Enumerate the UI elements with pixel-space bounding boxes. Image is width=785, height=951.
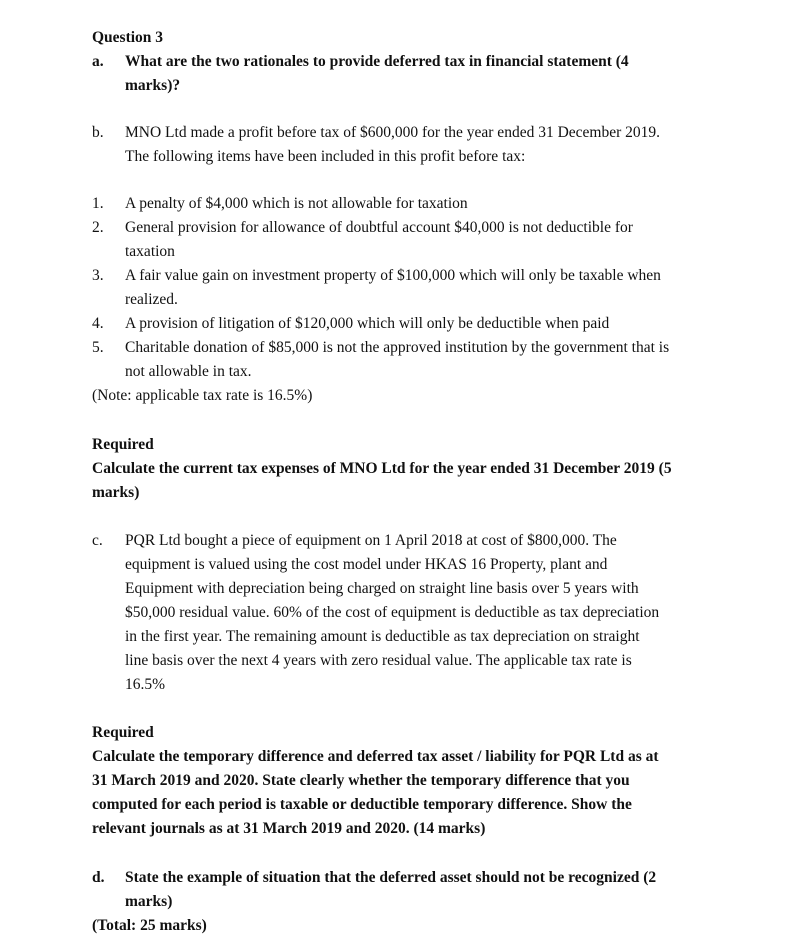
list-item-number: 4. [92,315,104,332]
part-c-line: equipment is valued using the cost model under HKAS 16 Property, plant and [125,556,608,573]
part-b-line-1: MNO Ltd made a profit before tax of $600,000 for the year ended 31 December 2019. [125,124,660,141]
required-line: computed for each period is taxable or deductible temporary difference. Show the [92,796,632,813]
list-item-text: A fair value gain on investment property of $100,000 which will only be taxable when [125,267,661,284]
part-c-line: PQR Ltd bought a piece of equipment on 1 April 2018 at cost of $800,000. The [125,532,617,549]
required-line-2: marks) [92,484,140,501]
part-b-required [92,433,695,505]
list-item-text: A penalty of $4,000 which is not allowable for taxation [125,195,468,212]
part-a-line-2: marks)? [125,77,181,94]
tax-rate-note: (Note: applicable tax rate is 16.5%) [92,387,313,404]
required-label: Required [92,724,154,741]
part-d-label: d. [92,869,105,886]
list-item-number: 3. [92,267,104,284]
part-c-label: c. [92,532,103,549]
list-item-text: not allowable in tax. [125,363,252,380]
part-d-line-1: State the example of situation that the deferred asset should not be recognized (2 [125,869,657,886]
list-item-text: Charitable donation of $85,000 is not the approved institution by the government that is [125,339,670,356]
part-c-line: in the first year. The remaining amount is deductible as tax depreciation on straight [125,628,640,645]
required-line-1: Calculate the current tax expenses of MNO Ltd for the year ended 31 December 2019 (5 [92,460,672,477]
list-item-text: A provision of litigation of $120,000 which will only be deductible when paid [125,315,610,332]
list-item-text: realized. [125,291,178,308]
part-c-line: 16.5% [125,676,166,693]
list-item-text: General provision for allowance of doubtful account $40,000 is not deductible for [125,219,633,236]
required-line: Calculate the temporary difference and deferred tax asset / liability for PQR Ltd as at [92,748,659,765]
part-b-line-2: The following items have been included in this profit before tax: [125,148,526,165]
required-label: Required [92,436,154,453]
part-c-required [92,721,695,841]
part-c-line: Equipment with depreciation being charged on straight line basis over 5 years with [125,580,639,597]
question-title: Question 3 [92,29,164,46]
list-item-number: 1. [92,195,104,212]
required-line: 31 March 2019 and 2020. State clearly whether the temporary difference that you [92,772,630,789]
required-line: relevant journals as at 31 March 2019 and 2020. (14 marks) [92,820,486,837]
part-b-label: b. [92,124,104,141]
list-item-text: taxation [125,243,175,260]
list-item-number: 5. [92,339,104,356]
part-d-line-2: marks) [125,893,173,910]
part-c-line: $50,000 residual value. 60% of the cost of equipment is deductible as tax depreciation [125,604,660,621]
part-a-line-1: What are the two rationales to provide deferred tax in financial statement (4 [125,53,629,70]
part-a-label: a. [92,53,104,70]
part-c-line: line basis over the next 4 years with zero residual value. The applicable tax rate is [125,652,632,669]
list-item-number: 2. [92,219,104,236]
total-marks: (Total: 25 marks) [92,917,207,934]
